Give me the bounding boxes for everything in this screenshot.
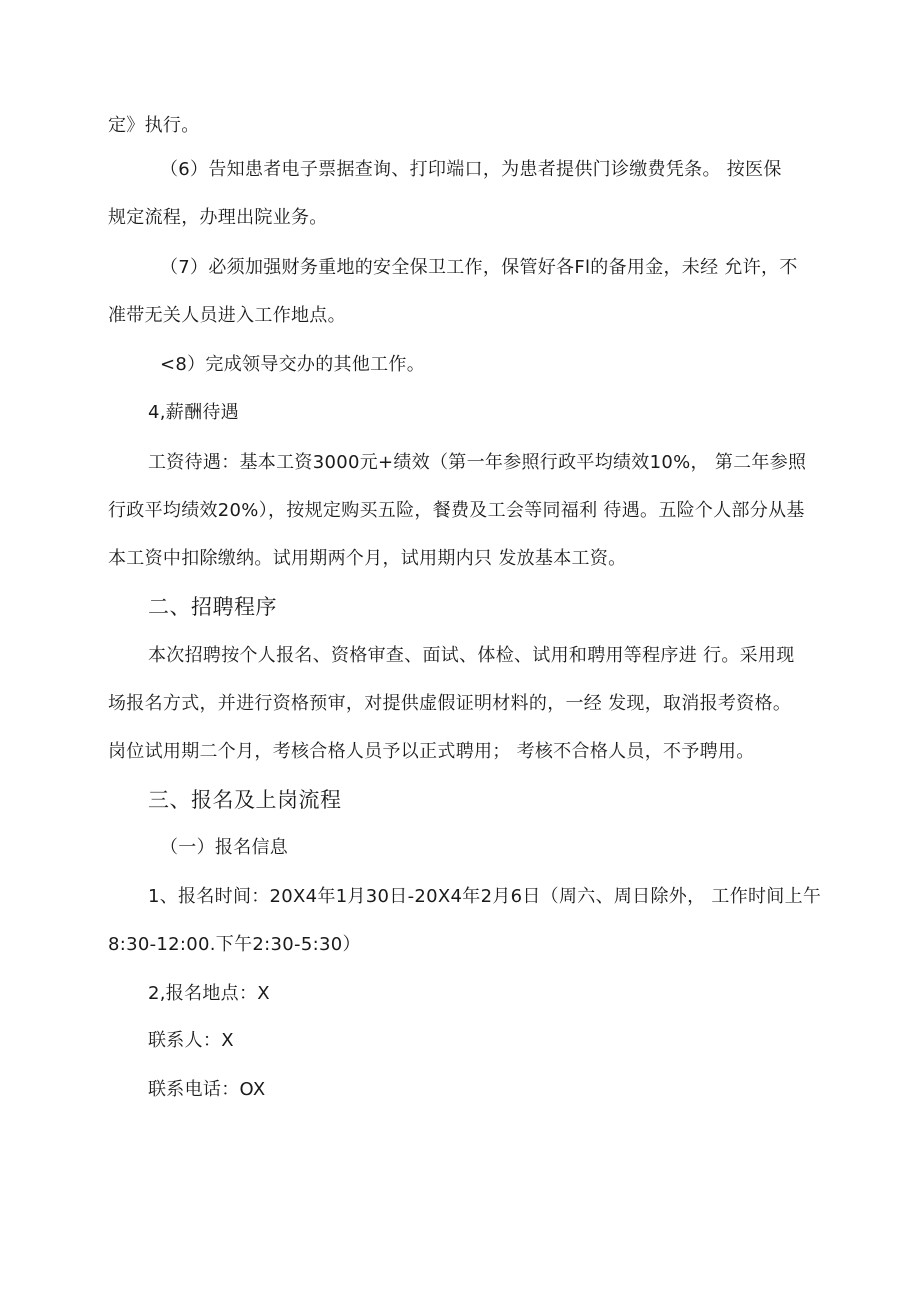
subsection-heading: （一）报名信息	[160, 837, 289, 858]
paragraph-line: 本工资中扣除缴纳。试用期两个月，试用期内只 发放基本工资。	[108, 548, 627, 569]
contact-phone: 联系电话：OX	[148, 1079, 266, 1100]
list-item-8: <8）完成领导交办的其他工作。	[160, 354, 426, 375]
registration-location: 2,报名地点：X	[148, 983, 270, 1004]
paragraph-line: 定》执行。	[108, 115, 200, 136]
section-subheading: 4,薪酬待遇	[148, 402, 239, 423]
contact-person: 联系人：X	[148, 1030, 234, 1051]
registration-time: 1、报名时间：20X4年1月30日-20X4年2月6日（周六、周日除外， 工作时间上午	[148, 886, 822, 907]
salary-paragraph: 工资待遇：基本工资3000元+绩效（第一年参照行政平均绩效10%， 第二年参照	[148, 452, 807, 473]
section-heading: 二、招聘程序	[148, 595, 277, 619]
paragraph-line: 8:30-12:00.下午2:30-5:30）	[108, 934, 361, 955]
paragraph-line: 行政平均绩效20%），按规定购买五险，餐费及工会等同福利 待遇。五险个人部分从基	[108, 500, 805, 521]
procedure-paragraph: 本次招聘按个人报名、资格审查、面试、体检、试用和聘用等程序进 行。采用现	[148, 645, 795, 666]
paragraph-line: 岗位试用期二个月，考核合格人员予以正式聘用； 考核不合格人员，不予聘用。	[108, 741, 755, 762]
paragraph-line: 规定流程，办理出院业务。	[108, 207, 328, 228]
list-item-7: （7）必须加强财务重地的安全保卫工作，保管好各Fl的备用金，未经 允许，不	[160, 257, 798, 278]
paragraph-line: 准带无关人员进入工作地点。	[108, 305, 346, 326]
section-heading: 三、报名及上岗流程	[148, 788, 342, 812]
paragraph-line: 场报名方式，并进行资格预审，对提供虚假证明材料的，一经 发现，取消报考资格。	[108, 693, 792, 714]
list-item-6: （6）告知患者电子票据查询、打印端口，为患者提供门诊缴费凭条。 按医保	[160, 159, 782, 180]
